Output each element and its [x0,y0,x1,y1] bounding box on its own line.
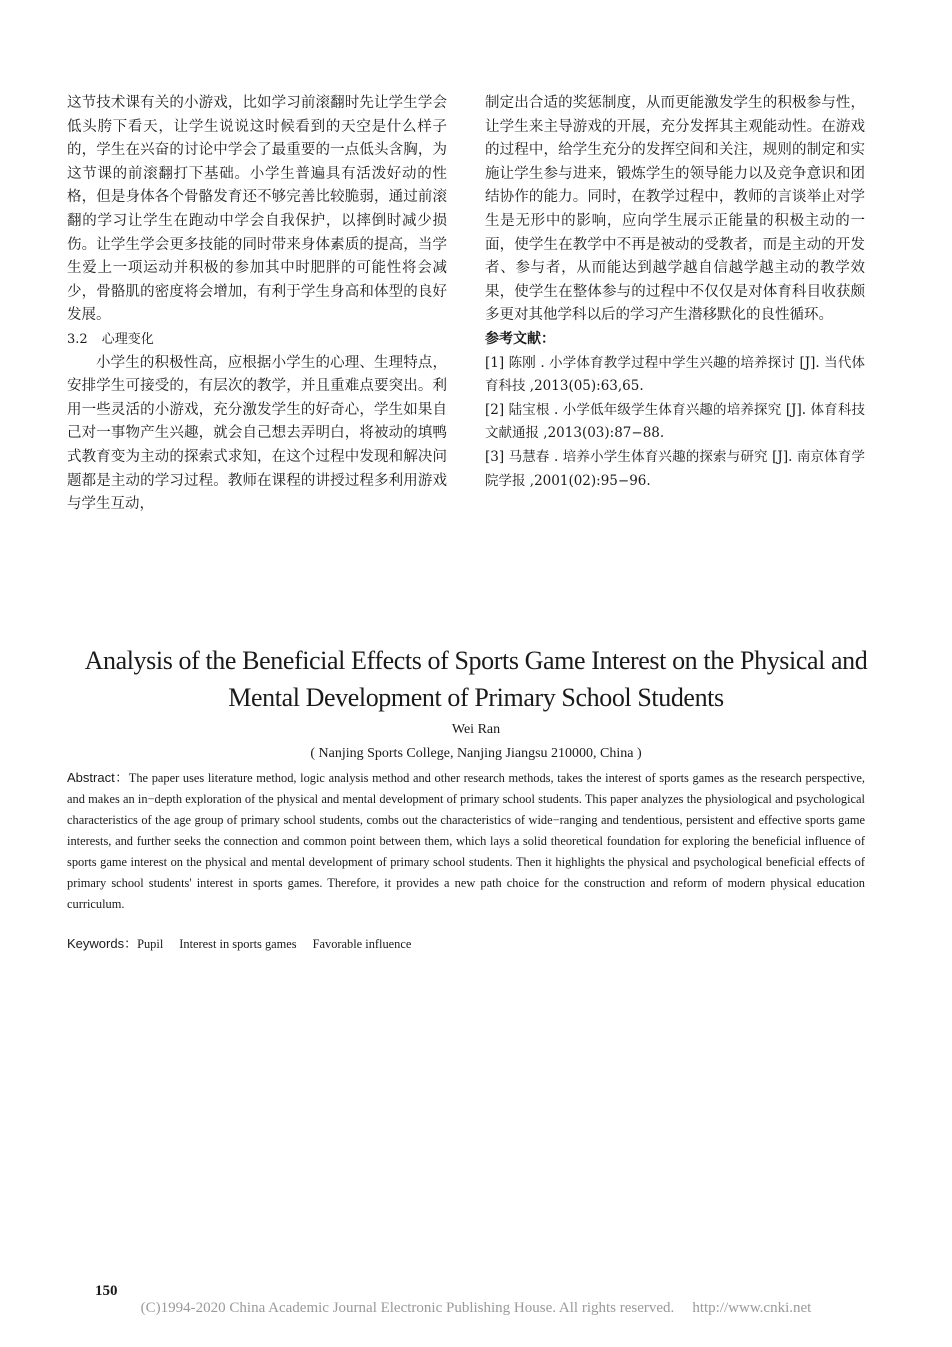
title-line: Analysis of the Beneficial Effects of Sports Game Interest on the Physical and [84,646,868,675]
body-paragraph: 制定出合适的奖惩制度，从而更能激发学生的积极参与性，让学生来主导游戏的开展，充分发挥其主观能动性。在游戏的过程中，给学生充分的发挥空间和关注，规则的制定和实施让学生参与进来，锻炼学生的领导能力以及竞争意识和团结协作的能力。同时，在教学过程中，教师的言谈举止对学生是无形中的影响，应向学生展示正能量的积极主动的一面，使学生在教学中不再是被动的受教者，而是主动的开发者、参与者，从而能达到越学越自信越学越主动的教学效果，使学生在整体参与的过程中不仅仅是对体育科目收获颇多更对其他学科以后的学习产生潜移默化的良性循环。 [485,95,865,324]
left-column [67,92,447,517]
section-heading [67,328,447,352]
page-number: 150 [95,1283,118,1299]
abstract [67,767,865,915]
reference-item: [2] 陆宝根 . 小学低年级学生体育兴趣的培养探究 [J]. 体育科技文献通报 ,2013(03):87−88. [485,401,865,442]
abstract-text: The paper uses literature method, logic analysis method and other research methods, takes the interest of sports games as the research perspective, and makes an in−depth exploration of the physical and mental development of primary school students. This paper analyzes the physiological and psychological characteristics of the age group of primary school students, combs out the characteristics of wide−ranging and tendentious, persistent and effective sports game interests, and further seeks the connection and common point between them, which lays a solid theoretical foundation for exploring the beneficial influence of sports game interest on the physical and mental development of primary school students. Then it highlights the physical and psychological beneficial effects of primary school students' interest in sports games. Therefore, it provides a new path choice for the construction and reform of modern physical education curriculum. [67,771,865,911]
right-column [485,92,865,493]
keyword: Interest in sports games [179,937,297,951]
body-paragraph: 这节技术课有关的小游戏，比如学习前滚翻时先让学生学会低头胯下看天，让学生说说这时候看到的天空是什么样子的，学生在兴奋的讨论中学会了最重要的一点低头含胸，为这节课的前滚翻打下基础。小学生普遍具有活泼好动的性格，但是身体各个骨骼发育还不够完善比较脆弱，通过前滚翻的学习让学生在跑动中学会自我保护，以摔倒时减少损伤。让学生学会更多技能的同时带来身体素质的提高，当学生爱上一项运动并积极的参加其中时肥胖的可能性将会减少，骨骼肌的密度将会增加，有利于学生身高和体型的良好发展。 [67,95,447,324]
section-title: 心理变化 [101,331,154,347]
copyright-text: (C)1994-2020 China Academic Journal Electronic Publishing House. All rights reserved. [140,1300,675,1316]
title-line: Mental Development of Primary School Students [228,683,724,712]
english-title [40,642,912,716]
section-number: 3.2 [67,331,88,347]
keywords [67,933,865,955]
footer-url[interactable]: http://www.cnki.net [692,1300,812,1316]
keywords-label: Keywords： [67,936,138,951]
affiliation: ( Nanjing Sports College, Nanjing Jiangsu 210000, China ) [310,746,642,761]
keyword: Favorable influence [312,937,412,951]
body-paragraph: 小学生的积极性高，应根据小学生的心理、生理特点，安排学生可接受的，有层次的教学，并且重难点要突出。利用一些灵活的小游戏，充分激发学生的好奇心，学生如果自己对一事物产生兴趣，就会自己想去弄明白，将被动的填鸭式教育变为主动的探索式求知，在这个过程中发现和解决问题都是主动的学习过程。教师在课程的讲授过程多利用游戏与学生互动， [67,354,447,513]
reference-item: [1] 陈刚 . 小学体育教学过程中学生兴趣的培养探讨 [J]. 当代体育科技 ,2013(05):63,65. [485,354,865,395]
references-heading: 参考文献： [485,330,555,347]
reference-item: [3] 马慧春 . 培养小学生体育兴趣的探索与研究 [J]. 南京体育学院学报 ,2001(02):95−96. [485,448,865,489]
abstract-label: Abstract： [67,770,129,785]
author: Wei Ran [451,722,501,737]
keyword: Pupil [137,937,164,951]
footer [0,1300,952,1317]
